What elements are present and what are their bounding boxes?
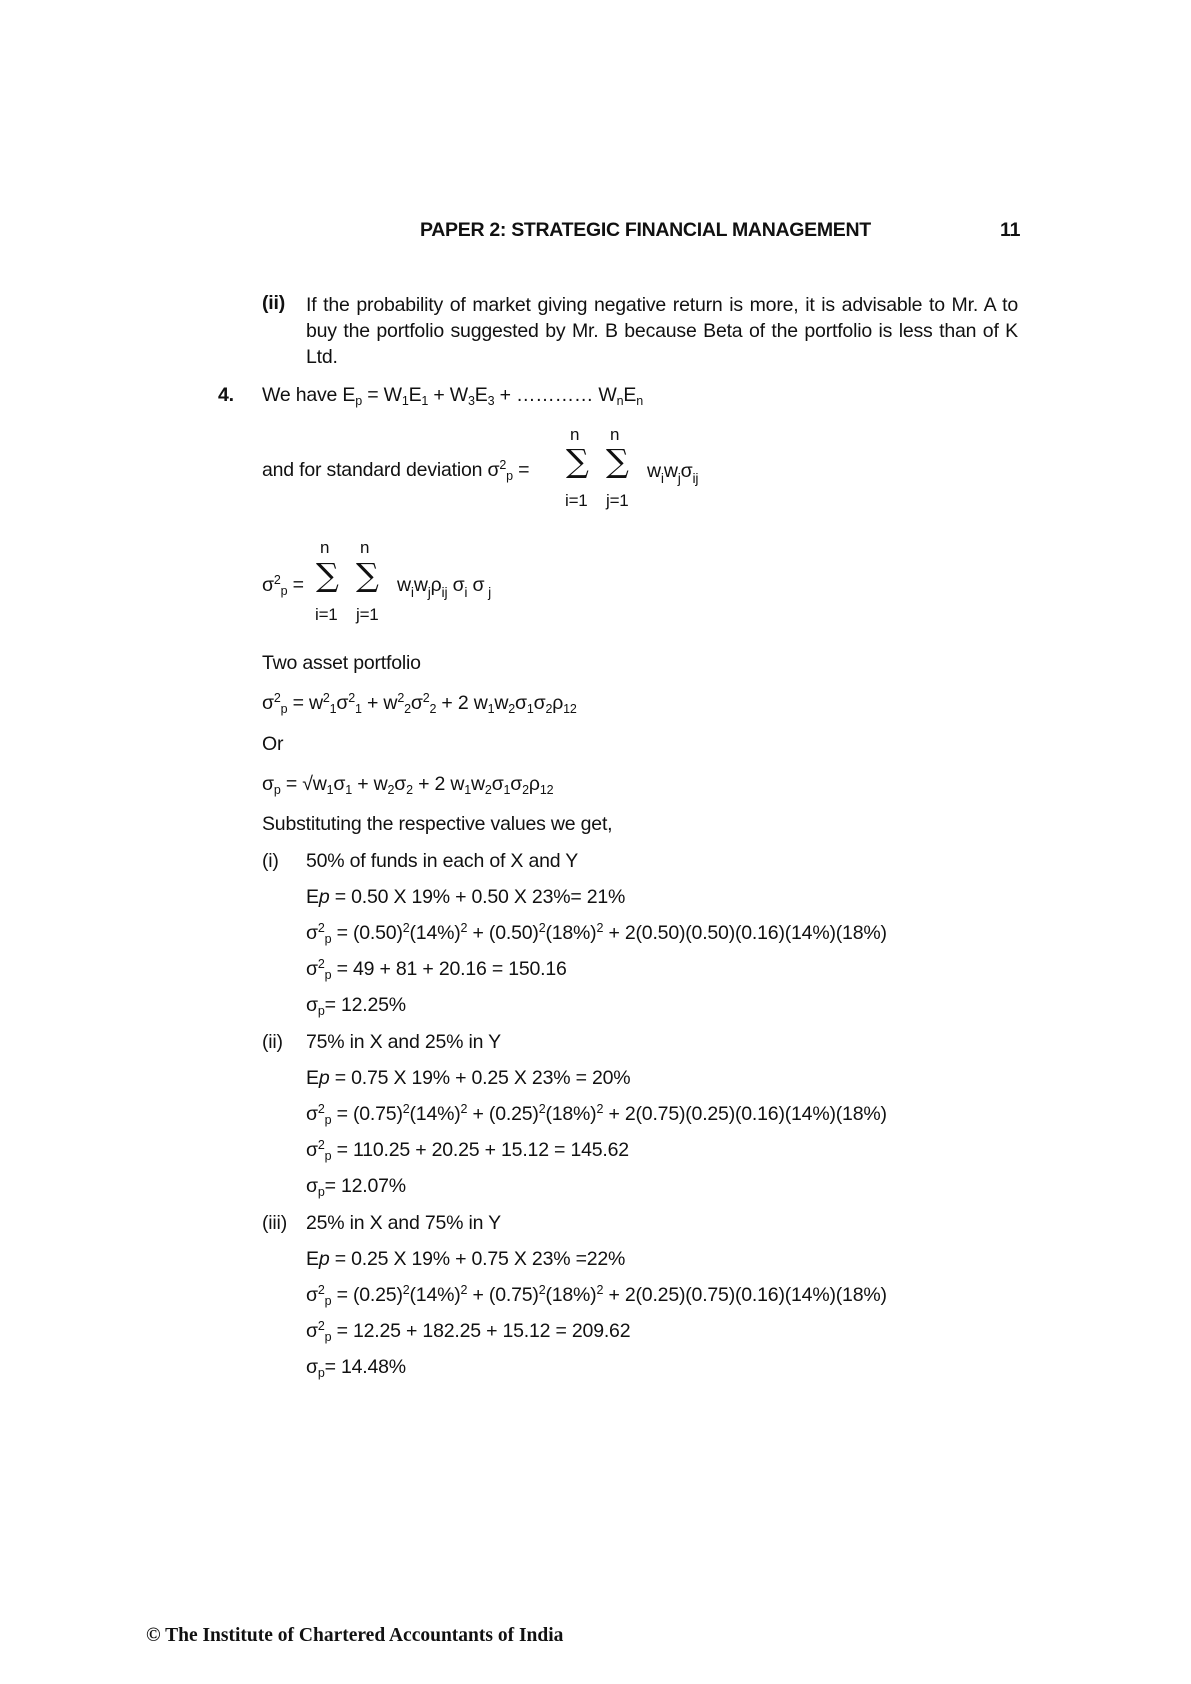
footer-copyright: © The Institute of Chartered Accountants of India [146,1625,564,1646]
case-iii-title: 25% in X and 75% in Y [306,1212,501,1234]
variance-summand: $w_iw_j\rho_{ij}$ $\sigma_i$ σ $_j$ [397,574,492,600]
case-i-sd-value: = 12.25% [324,994,406,1016]
part-ii-paragraph: If the probability of market giving negative return is more, it is advisable to Mr. A to buy the portfolio suggested by Mr. B because Beta of the portfolio is less than of K Ltd. [306,294,1018,368]
sum2-lower-limit-2: j=1 [356,605,379,624]
two-asset-variance-formula: $\sigma^2_p = w^2_1\sigma^2_1 + w^2_2\sigma^2_2 + 2$ $w_1w_2\sigma_1\sigma_2\rho_{12}$ [262,691,577,716]
case-ii-expected-return: Ep = 0.75 X 19% + 0.25 X 23% = 20% [306,1067,631,1089]
page-header-title: PAPER 2: STRATEGIC FINANCIAL MANAGEMENT [420,219,871,241]
case-iii-variance-formula: $\sigma^2_p = (0.25)^2(14\%)^2 + (0.75)^2(18\%)^2 + 2(0.25)(0.75)(0.16)(14\%)(18\%)$ [306,1283,887,1308]
sum2-lower-limit-1: i=1 [315,605,338,624]
case-ii-sd-value: = 12.07% [324,1175,406,1197]
case-iii-sd-value: = 14.48% [324,1356,406,1378]
sd-label: and for standard deviation $\sigma^2_p$ = [262,458,530,483]
sigma-symbol-1: ∑ [566,442,589,480]
case-i-expected-return: Ep = 0.50 X 19% + 0.50 X 23%= 21% [306,886,626,908]
sum-upper-limit-1: n [570,425,580,444]
case-i-variance-formula: $\sigma^2_p = (0.50)^2(14\%)^2 + (0.50)^2(18\%)^2 + 2(0.50)(0.50)(0.16)(14\%)(18\%)$ [306,921,887,946]
substituting-text: Substituting the respective values we get, [262,813,613,835]
sum-lower-limit-1: i=1 [565,491,588,510]
sd-label-text: and for standard deviation σ [262,459,500,481]
sum-upper-limit-2: n [610,425,620,444]
case-iii-ep-value: = 0.25 X 19% + 0.75 X 23% =22% [334,1248,626,1270]
case-iii-sd: $\sigma_p= 14.48\%$ [306,1356,406,1380]
case-i-sd: $\sigma_p= 12.25\%$ [306,994,406,1018]
case-ii-sd: $\sigma_p= 12.07\%$ [306,1175,406,1199]
case-iii-expected-return: Ep = 0.25 X 19% + 0.75 X 23% =22% [306,1248,626,1270]
case-ii-ep-value: = 0.75 X 19% + 0.25 X 23% = 20% [334,1067,631,1089]
case-i-label: (i) [262,850,279,872]
sigma2-symbol-2: ∑ [356,556,379,594]
two-asset-sd-formula: $\sigma_p = √w_1\sigma_1 + w_2\sigma_2 + 2$ $w_1w_2\sigma_1\sigma_2\rho_{12}$ [262,773,554,797]
expected-return-formula: We have $E_p = W_1E_1 + W_3E_3$ + ………… $W_nE_n$ [262,384,643,408]
sum2-upper-limit-1: n [320,538,330,557]
question-number: 4. [218,384,234,406]
part-ii-label: (ii) [262,292,286,314]
case-i-variance-sum: $\sigma^2_p = 49 + 81 + 20.16 = 150.16$ [306,957,567,982]
expected-return-intro: We have E [262,384,356,406]
sd-summand: $w_iw_j\sigma_{ij}$ [647,460,699,486]
sum-lower-limit-2: j=1 [606,491,629,510]
or-text: Or [262,733,284,755]
case-ii-variance-sum: $\sigma^2_p = 110.25 + 20.25 + 15.12 = 145.62$ [306,1138,629,1163]
case-i-variance-value: = 49 + 81 + 20.16 = 150.16 [336,958,567,980]
case-iii-label: (iii) [262,1212,287,1234]
variance-label: $\sigma^2_p$ = [262,573,304,598]
two-asset-heading: Two asset portfolio [262,652,421,674]
case-i-ep-value: = 0.50 X 19% + 0.50 X 23%= 21% [334,886,626,908]
sigma2-symbol-1: ∑ [316,556,339,594]
page-number: 11 [1000,219,1021,241]
case-iii-variance-sum: $\sigma^2_p = 12.25 + 182.25 + 15.12 = 209.62$ [306,1319,631,1344]
sum2-upper-limit-2: n [360,538,370,557]
case-ii-variance-value: = 110.25 + 20.25 + 15.12 = 145.62 [336,1139,629,1161]
case-ii-variance-formula: $\sigma^2_p = (0.75)^2(14\%)^2 + (0.25)^2(18\%)^2 + 2(0.75)(0.25)(0.16)(14\%)(18\%)$ [306,1102,887,1127]
case-ii-label: (ii) [262,1031,283,1053]
case-i-title: 50% of funds in each of X and Y [306,850,579,872]
sigma-symbol-2: ∑ [606,442,629,480]
case-ii-title: 75% in X and 25% in Y [306,1031,501,1053]
case-iii-variance-value: = 12.25 + 182.25 + 15.12 = 209.62 [336,1320,631,1342]
